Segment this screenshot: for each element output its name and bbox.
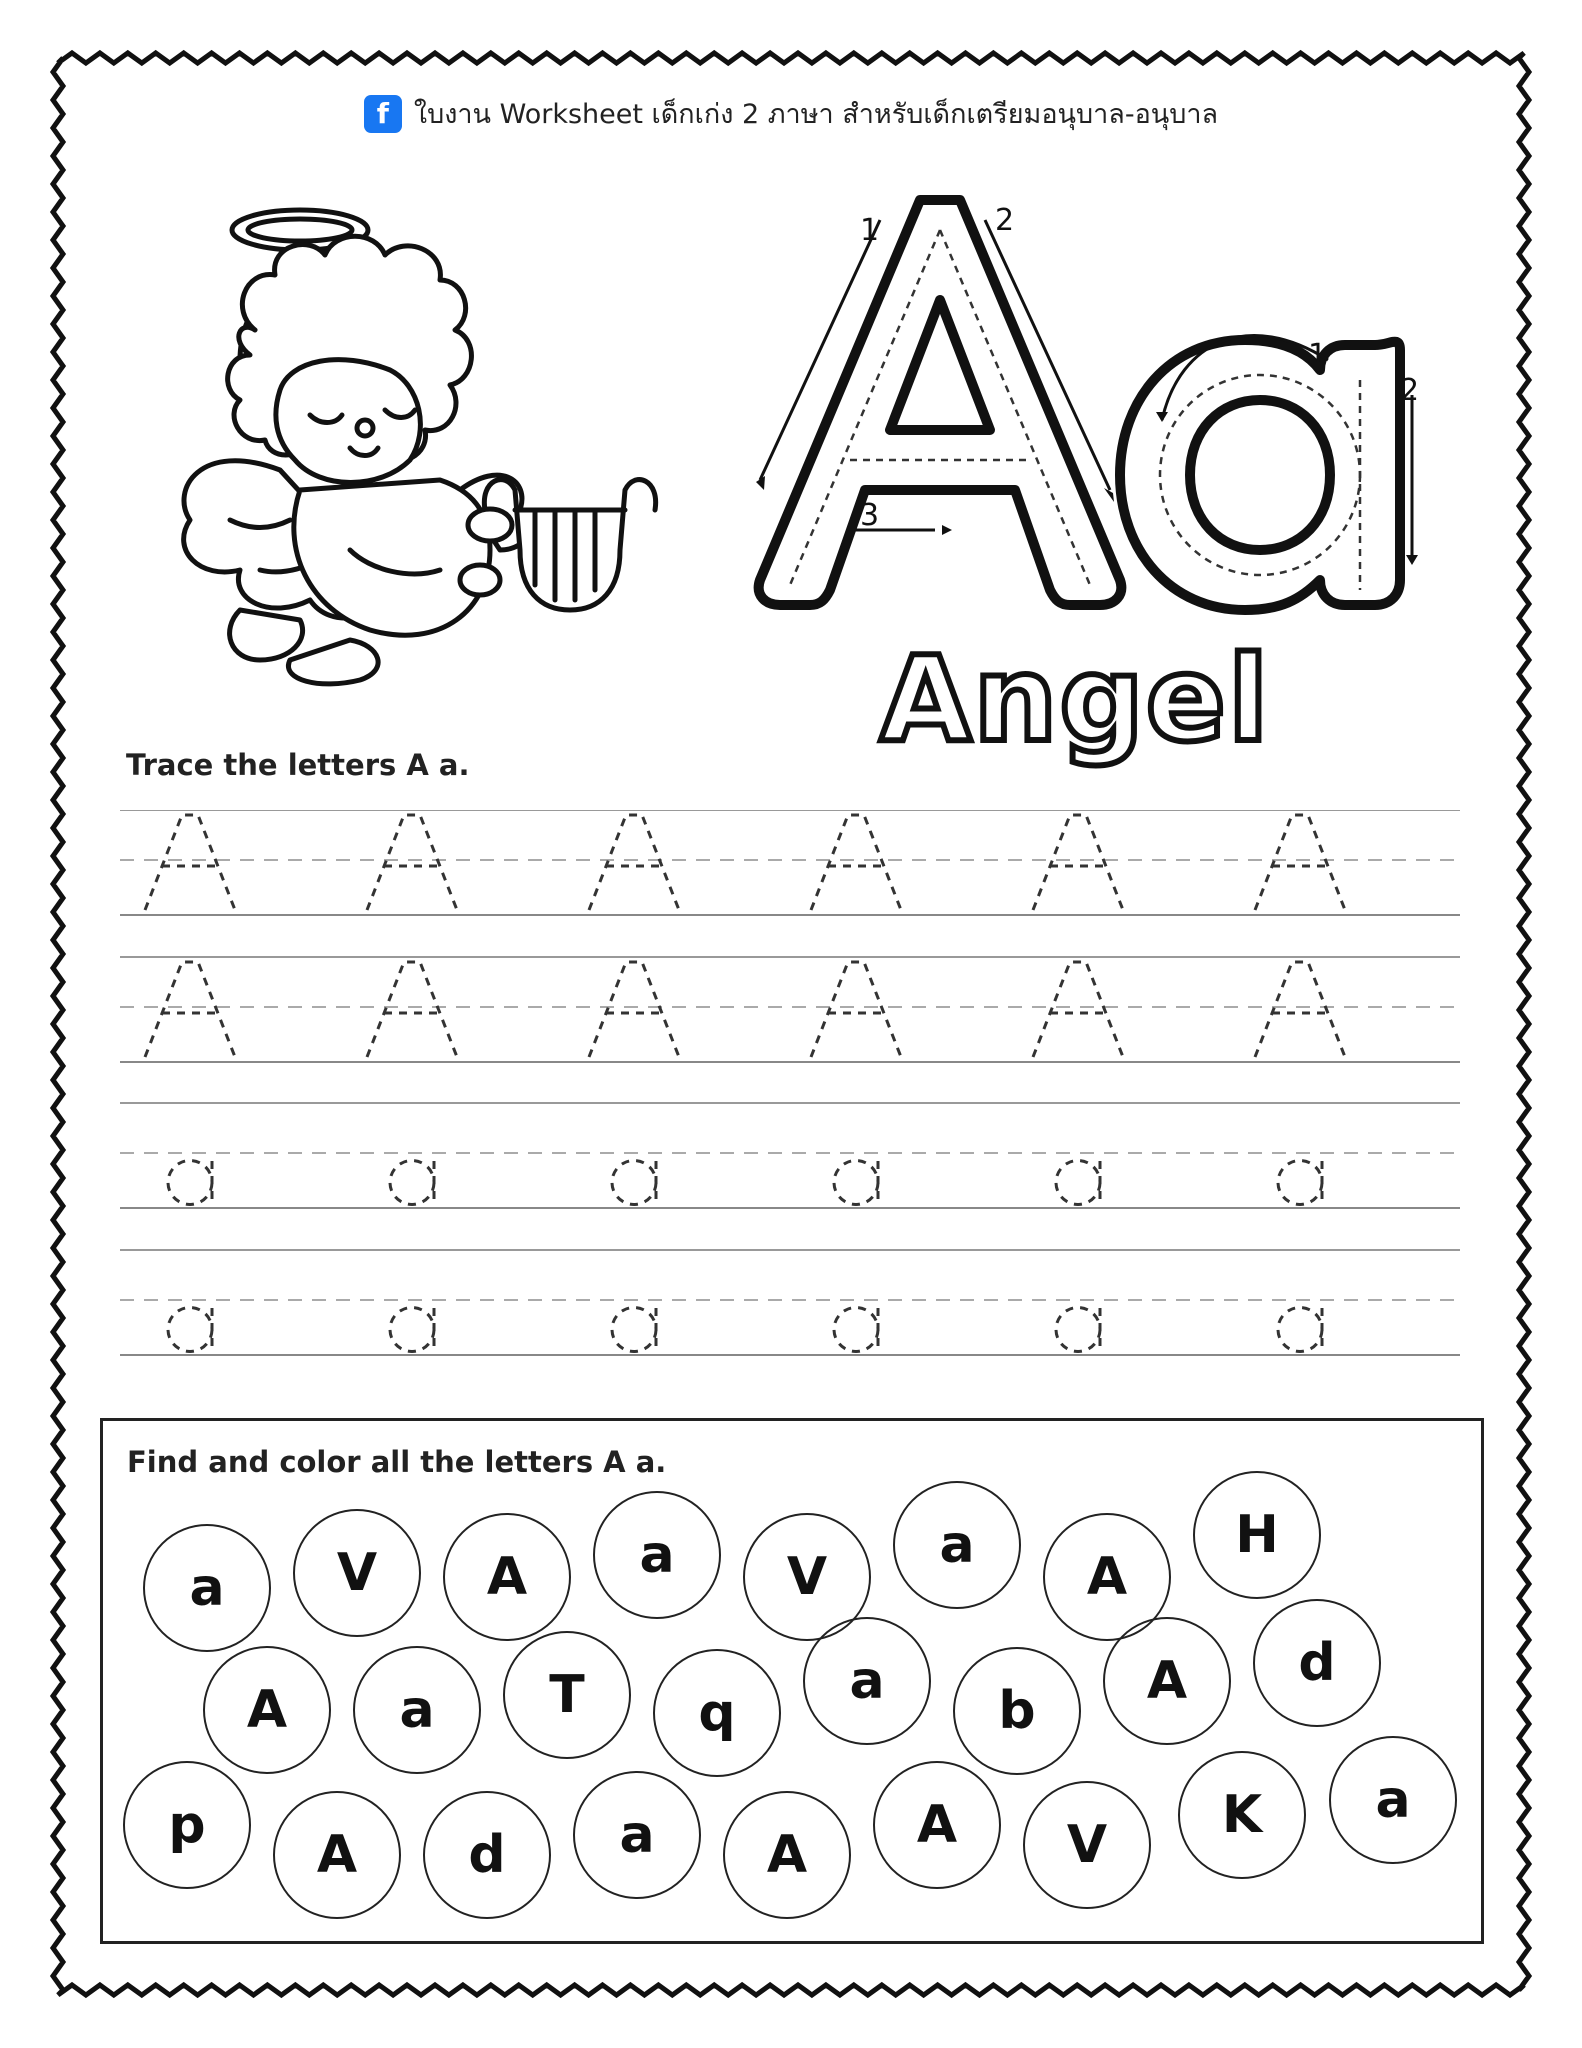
letter-circle-a[interactable]: a (143, 1524, 271, 1652)
letter-circle-V[interactable]: V (1023, 1781, 1151, 1909)
letter-circle-V[interactable]: V (293, 1509, 421, 1637)
trace-letter-A[interactable] (811, 815, 901, 910)
trace-letter-A[interactable] (1255, 815, 1345, 910)
big-letters-guide (720, 190, 1420, 630)
letter-circle-d[interactable]: d (423, 1791, 551, 1919)
trace-letter-A[interactable] (145, 962, 235, 1057)
letter-circle-A[interactable]: A (1043, 1513, 1171, 1641)
letter-circle-A[interactable]: A (873, 1761, 1001, 1889)
trace-letter-A[interactable] (145, 815, 235, 910)
trace-letter-a[interactable] (1278, 1308, 1322, 1352)
letter-circle-b[interactable]: b (953, 1647, 1081, 1775)
find-instruction: Find and color all the letters A a. (127, 1445, 667, 1479)
lowercase-a-outline (1120, 340, 1400, 610)
letter-circle-a[interactable]: a (893, 1481, 1021, 1609)
letter-circle-A[interactable]: A (273, 1791, 401, 1919)
facebook-icon: f (364, 95, 402, 133)
trace-letter-A[interactable] (1255, 962, 1345, 1057)
trace-letter-A[interactable] (367, 962, 457, 1057)
trace-letter-A[interactable] (367, 815, 457, 910)
letter-circle-K[interactable]: K (1178, 1751, 1306, 1879)
letter-circle-a[interactable]: a (353, 1646, 481, 1774)
letter-circle-q[interactable]: q (653, 1649, 781, 1777)
letter-circle-a[interactable]: a (803, 1617, 931, 1745)
letter-circle-V[interactable]: V (743, 1513, 871, 1641)
trace-letter-a[interactable] (1056, 1161, 1100, 1205)
stroke-number-upper-1: 1 (860, 213, 880, 248)
tracing-lines (120, 810, 1470, 1370)
letter-circle-A[interactable]: A (443, 1513, 571, 1641)
trace-letter-a[interactable] (1278, 1161, 1322, 1205)
letter-circle-a[interactable]: a (593, 1491, 721, 1619)
letter-circle-A[interactable]: A (723, 1791, 851, 1919)
trace-letter-a[interactable] (834, 1308, 878, 1352)
letter-circle-d[interactable]: d (1253, 1599, 1381, 1727)
letter-circle-T[interactable]: T (503, 1631, 631, 1759)
page-header (0, 92, 1582, 135)
stroke-number-lower-1: 1 (1308, 338, 1328, 373)
trace-letter-A[interactable] (589, 815, 679, 910)
trace-letter-A[interactable] (1033, 962, 1123, 1057)
stroke-number-lower-2: 2 (1400, 373, 1420, 408)
trace-letter-A[interactable] (1033, 815, 1123, 910)
stroke-number-upper-2: 2 (995, 203, 1015, 238)
trace-letter-a[interactable] (612, 1161, 656, 1205)
trace-letter-A[interactable] (811, 962, 901, 1057)
trace-instruction: Trace the letters A a. (126, 748, 470, 782)
letter-circle-A[interactable]: A (203, 1646, 331, 1774)
letter-circle-a[interactable]: a (573, 1771, 701, 1899)
angel-with-harp-icon (160, 190, 680, 690)
trace-letter-a[interactable] (834, 1161, 878, 1205)
letter-circle-A[interactable]: A (1103, 1617, 1231, 1745)
stroke-number-upper-3: 3 (860, 498, 880, 533)
letter-circle-p[interactable]: p (123, 1761, 251, 1889)
find-and-color-box (100, 1418, 1484, 1944)
uppercase-a-outline (759, 200, 1122, 605)
trace-letter-A[interactable] (589, 962, 679, 1057)
trace-letter-a[interactable] (1056, 1308, 1100, 1352)
letter-circle-a[interactable]: a (1329, 1736, 1457, 1864)
header-text: ใบงาน Worksheet เด็กเก่ง 2 ภาษา สำหรับเด็กเตรียมอนุบาล-อนุบาล (413, 99, 1219, 130)
example-word: Angel (880, 630, 1271, 768)
letter-circle-H[interactable]: H (1193, 1471, 1321, 1599)
trace-letter-a[interactable] (612, 1308, 656, 1352)
trace-letter-a[interactable] (168, 1161, 212, 1205)
trace-letter-a[interactable] (390, 1308, 434, 1352)
trace-letter-a[interactable] (168, 1308, 212, 1352)
trace-letter-a[interactable] (390, 1161, 434, 1205)
